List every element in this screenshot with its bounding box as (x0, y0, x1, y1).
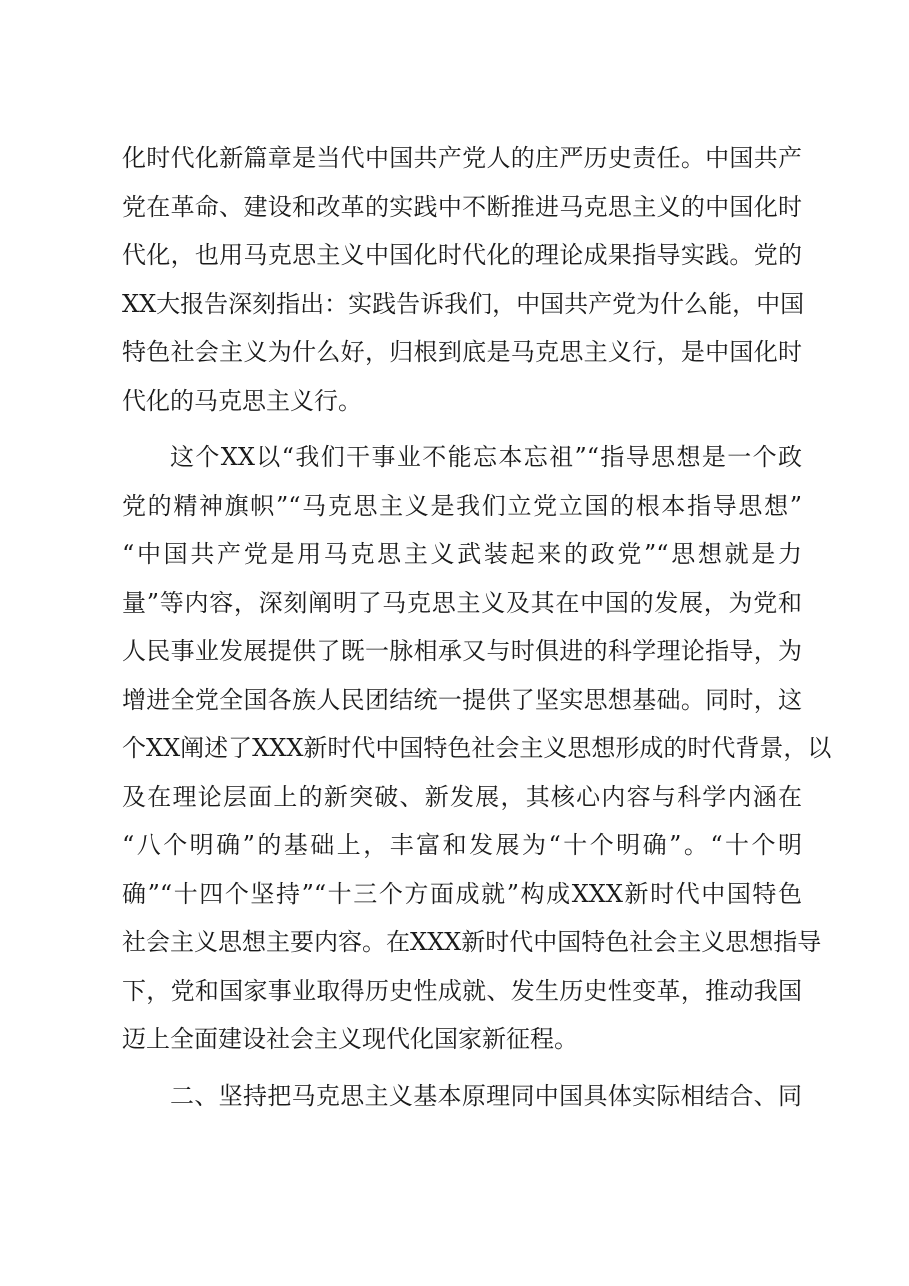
text-line: 特色社会主义为什么好，归根到底是马克思主义行，是中国化时 (122, 338, 802, 366)
document-body (122, 134, 832, 1120)
text-line: 化时代化新篇章是当代中国共产党人的庄严历史责任。中国共产 (122, 144, 802, 172)
section-heading-line: 二、坚持把马克思主义基本原理同中国具体实际相结合、同 (170, 1081, 802, 1110)
text-line: 迈上全面建设社会主义现代化国家新征程。 (122, 1025, 578, 1053)
text-line: 人民事业发展提供了既一脉相承又与时俱进的科学理论指导，为 (122, 637, 802, 665)
paragraph-spacer (122, 425, 802, 433)
text-line: “八个明确”的基础上，丰富和发展为“十个明确”。“十个明 (122, 831, 802, 859)
paragraph-3 (122, 1072, 802, 1121)
paragraph-1 (122, 134, 805, 425)
text-line: 个XX阐述了XXX新时代中国特色社会主义思想形成的时代背景，以 (122, 734, 832, 762)
text-line: 增进全党全国各族人民团结统一提供了坚实思想基础。同时，这 (122, 685, 802, 714)
text-line: 代化，也用马克思主义中国化时代化的理论成果指导实践。党的 (122, 241, 802, 269)
text-line: 代化的马克思主义行。 (122, 386, 362, 415)
paragraph-2 (122, 433, 832, 1064)
text-line: 党的精神旗帜”“马克思主义是我们立党立国的根本指导思想” (122, 491, 802, 520)
text-line: 及在理论层面上的新突破、新发展，其核心内容与科学内涵在 (122, 782, 802, 811)
text-line: 党在革命、建设和改革的实践中不断推进马克思主义的中国化时 (122, 192, 802, 221)
text-line: “中国共产党是用马克思主义武装起来的政党”“思想就是力 (122, 540, 802, 568)
text-line: 量”等内容，深刻阐明了马克思主义及其在中国的发展，为党和 (122, 588, 802, 617)
text-line: 社会主义思想主要内容。在XXX新时代中国特色社会主义思想指导 (122, 928, 822, 956)
text-line: 这个XX以“我们干事业不能忘本忘祖”“指导思想是一个政 (170, 443, 802, 471)
text-line: 确”“十四个坚持”“十三个方面成就”构成XXX新时代中国特色 (122, 879, 802, 908)
text-line: XX大报告深刻指出：实践告诉我们，中国共产党为什么能，中国 (122, 289, 805, 318)
paragraph-spacer (122, 1064, 802, 1072)
text-line: 下，党和国家事业取得历史性成就、发生历史性变革，推动我国 (122, 976, 802, 1005)
